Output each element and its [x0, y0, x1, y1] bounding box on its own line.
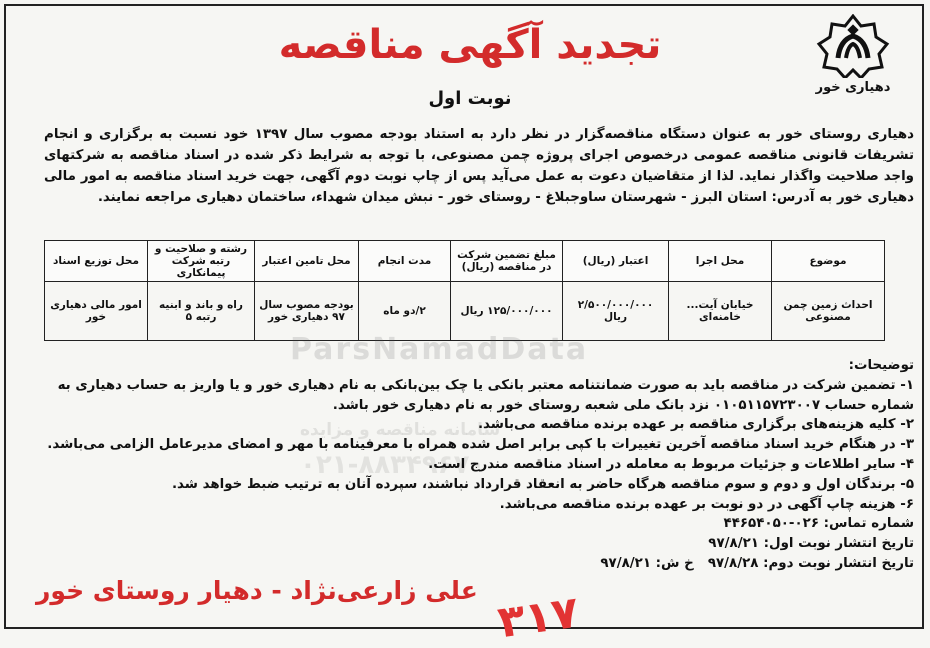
watermark-text: سامانه مناقصه و مزایده: [300, 420, 501, 440]
table-header: محل اجرا: [669, 241, 772, 282]
table-header: مبلغ تضمین شرکت در مناقصه (ریال): [451, 241, 563, 282]
watermark-phone: ۰۲۱-۸۸۳۴۹۶۷۰: [300, 450, 486, 480]
tender-table: [44, 240, 885, 341]
intro-paragraph: دهیاری روستای خور به عنوان دستگاه مناقصه‌گزار در نظر دارد به استناد بودجه مصوب سال ۱۳۹۷ خود نسبت به برگزاری و انجام تشریفات قانونی مناقصه عمومی درخصوص اجرای پروژه چمن مصنوعی، با توجه به شرایط ذکر شده در اسناد مناقصه به شرکتهای واجد صلاحیت واگذار نماید. لذا از متقاضیان دعوت به عمل می‌آید پس از چاپ نوبت دوم آگهی، جهت خرید اسناد مناقصه به امور مالی دهیاری خور به آدرس: استان البرز - شهرستان ساوجبلاغ - روستای خور - نبش میدان شهداء، ساختمان دهیاری مراجعه نمایند.: [44, 127, 914, 205]
table-cell: خیابان آیت... خامنه‌ای: [669, 282, 772, 341]
logo-label: دهیاری خور: [815, 80, 891, 95]
note-item: ۲- کلیه هزینه‌های برگزاری مناقصه بر عهده برنده مناقصه می‌باشد.: [477, 417, 914, 433]
stamp-number: ۳۱۷: [494, 586, 582, 648]
note-item: ۴- سایر اطلاعات و جزئیات مربوط به معامله در اسناد مناقصه مندرج است.: [428, 456, 914, 472]
municipality-emblem-icon: [816, 14, 890, 78]
note-item: ۳- در هنگام خرید اسناد مناقصه آخرین تغییرات با کپی برابر اصل شده همراه با معرفینامه با مهر و امضای مدیرعامل الزامی می‌باشد.: [47, 437, 914, 453]
table-header: موضوع: [772, 241, 885, 282]
note-item: ۶- هزینه چاپ آگهی در دو نوبت بر عهده برنده مناقصه می‌باشد.: [499, 496, 914, 512]
table-header-row: [45, 241, 885, 282]
table-header: محل تامین اعتبار: [255, 241, 359, 282]
table-cell: ۱۲۵/۰۰۰/۰۰۰ ریال: [451, 282, 563, 341]
table-header: اعتبار (ریال): [563, 241, 669, 282]
logo: [798, 14, 908, 95]
publish-code: خ ش: ۹۷/۸/۲۱: [600, 555, 694, 571]
table-header: رشته و صلاحیت و رتبه شرکت پیمانکاری: [148, 241, 255, 282]
notice-title: تجدید آگهی مناقصه: [278, 22, 662, 68]
publish-date-first: تاریخ انتشار نوبت اول: ۹۷/۸/۲۱: [708, 536, 914, 552]
notes-section: [44, 356, 914, 574]
table-cell: ۲/۵۰۰/۰۰۰/۰۰۰ ریال: [563, 282, 669, 341]
contact-phone: شماره تماس: ۰۲۶-۴۴۶۵۴۰۵۰: [723, 516, 914, 532]
table-cell: بودجه مصوب سال ۹۷ دهیاری خور: [255, 282, 359, 341]
table-cell: امور مالی دهیاری خور: [45, 282, 148, 341]
signature-line: علی زارعی‌نژاد - دهیار روستای خور: [36, 576, 478, 605]
table-cell: احداث زمین چمن مصنوعی: [772, 282, 885, 341]
table-cell: ۲/دو ماه: [359, 282, 451, 341]
note-item: ۵- برندگان اول و دوم و سوم مناقصه هرگاه حاضر به انعقاد قرارداد نباشند، سپرده آنان به ترتیب ضبط خواهد شد.: [171, 476, 914, 492]
notice-subtitle: نوبت اول: [428, 88, 512, 109]
notes-heading: توضیحات:: [848, 358, 914, 373]
publish-date-second-text: تاریخ انتشار نوبت دوم: ۹۷/۸/۲۸: [707, 555, 914, 571]
table-header: محل توزیع اسناد: [45, 241, 148, 282]
publish-date-second: [44, 554, 914, 574]
note-item: ۱- تضمین شرکت در مناقصه باید به صورت ضمانتنامه معتبر بانکی یا چک بین‌بانکی به نام دهیاری خور و یا واریز به حساب دهیاری به شماره حساب ۰۱۰۵۱۱۵۷۲۳۰۰۷ نزد بانک ملی شعبه روستای خور به نام دهیاری خور باشد.: [57, 377, 914, 413]
watermark-brand: ParsNamadData: [290, 332, 589, 367]
table-cell: راه و باند و ابنیه رتبه ۵: [148, 282, 255, 341]
table-header: مدت انجام: [359, 241, 451, 282]
